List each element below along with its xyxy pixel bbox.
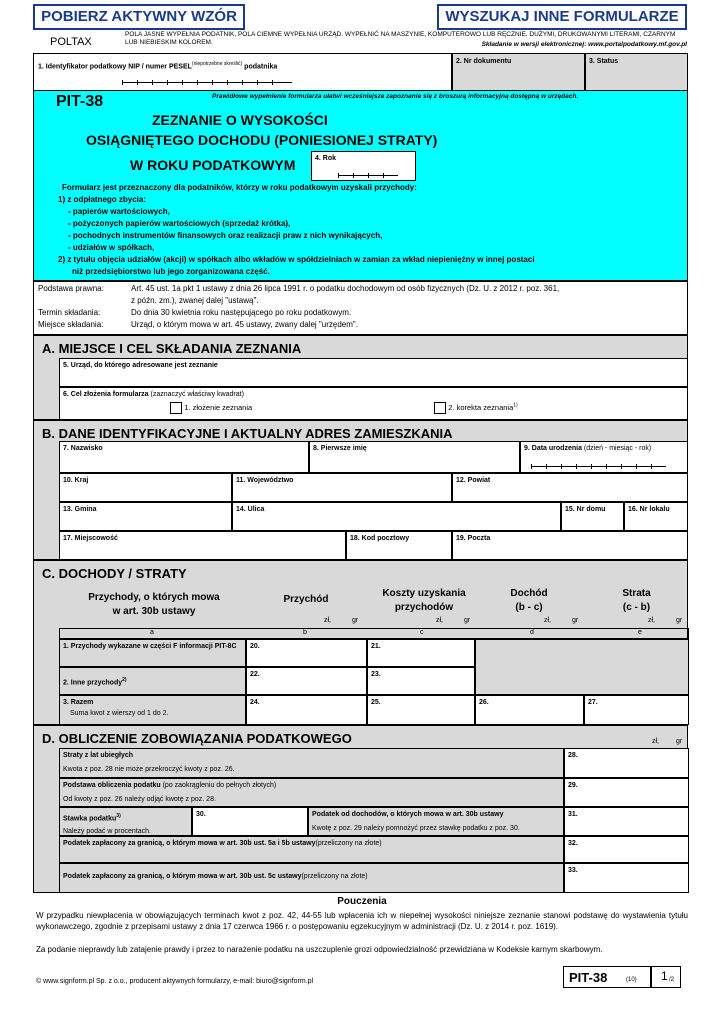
option-correction[interactable] [434,402,518,414]
purpose-item: - pochodnych instrumentów finansowych oraz realizacji praw z nich wynikających, [68,231,383,240]
col-letter: a [150,629,154,636]
place-label: Miejsce składania: [38,320,104,329]
field-11-label: 11. Województwo [236,477,294,484]
field-5-label: 5. Urząd, do którego adresowane jest zeznanie [63,362,218,369]
field-29-num: 29. [568,782,578,789]
download-form-button[interactable]: POBIERZ AKTYWNY WZÓR [33,4,245,30]
basis-label: Podstawa prawna: [38,284,104,293]
footer-code-text: PIT-38 [569,970,608,985]
currency-gr: gr [676,738,683,745]
col-letter: e [638,629,642,636]
col-loss-formula: (c - b) [622,602,651,613]
field-7-label: 7. Nazwisko [63,445,103,452]
instructions-paragraph-2: Za podanie nieprawdy lub zatajenie prawdy i przez to narażenie podatku na uszczuplenie grozi odpowiedzialność przewidziana w Kodeksie karnym skarbowym. [36,945,603,954]
field-17-label: 17. Miejscowość [63,535,118,542]
basis-text-2: z późn. zm.), zwanej dalej "ustawą". [131,296,259,305]
field-15-label: 15. Nr domu [565,506,606,513]
field-19-post-office[interactable] [452,531,688,560]
purpose-item: - udziałów w spółkach, [68,243,155,252]
field-2-label: 2. Nr dokumentu [456,58,512,65]
section-d-title: D. OBLICZENIE ZOBOWIĄZANIA PODATKOWEGO [42,731,352,746]
footer-form-code [563,966,651,988]
currency-zl: zł, [652,738,659,745]
row-2-label [59,667,246,695]
currency-zl: zł, [324,617,331,624]
field-31-num: 31. [568,811,578,818]
col-income-header [474,587,584,615]
purpose-text: Formularz jest przeznaczony dla podatników, którzy w roku podatkowym uzyskali przychody: [62,183,417,192]
brochure-hint: Prawidłowe wypełnienie formularza ułatwi wcześniejsze zapoznanie się z broszurą informacyjną dostępną w urzędach. [212,93,579,100]
field-18-postal-code[interactable] [346,531,452,560]
form-title-line1: ZEZNANIE O WYSOKOŚCI [152,112,328,128]
row-2-sup: 2) [122,677,127,683]
section-b-title: B. DANE IDENTYFIKACYJNE I AKTUALNY ADRES ZAMIESZKANIA [42,426,453,441]
field-32[interactable] [564,836,689,863]
field-1-suffix: podatnika [244,63,278,71]
field-7-surname[interactable] [59,441,309,473]
form-title-line3: W ROKU PODATKOWYM [130,157,296,173]
poltax-label: POLTAX [50,36,92,48]
field-30-num: 30. [196,811,206,818]
form-header-block [33,91,688,281]
field-6-label: 6. Cel złożenia formularza [63,391,149,398]
field-26-num: 26. [479,699,489,706]
col-letter: c [420,629,424,636]
currency-zl: zł, [544,617,551,624]
field-16-label: 16. Nr lokalu [628,506,670,513]
field-4-ticks [338,171,398,176]
col-loss-label: Strata [622,588,651,599]
row-1-label [59,639,246,667]
term-label: Termin składania: [38,308,101,317]
field-23-num: 23. [371,671,381,678]
form-code: PIT-38 [56,93,104,110]
field-3-label: 3. Status [589,58,619,65]
option-correction-label: 2. korekta zeznania [448,403,514,413]
foreign-tax-5a-text: Podatek zapłacony za granicą, o którym mowa w art. 30b ust. 5a i 5b ustawy [63,840,316,847]
foreign-tax-5c-hint: (przeliczony na złote) [301,873,368,880]
field-22-num: 22. [250,671,260,678]
footer-copyright: © www.signform.pl Sp. z o.o., producent aktywnych formularzy, e-mail: biuro@signform.pl [36,978,314,985]
field-5-office[interactable] [59,358,688,387]
field-9-birth-date[interactable] [520,441,688,473]
field-27-num: 27. [588,699,598,706]
field-13-label: 13. Gmina [63,506,97,513]
field-24[interactable] [246,695,367,725]
field-21[interactable] [367,639,475,667]
purpose-item: 1) z odpłatnego zbycia: [58,195,147,204]
fill-instructions: POLA JASNE WYPEŁNIA PODATNIK, POLA CIEMNE WYPEŁNIA URZĄD. WYPEŁNIĆ NA MASZYNIE, KOMPUTEROWO LUB RĘCZNIE, DUŻYMI, DRUKOWANYMI LITERAMI, CZARNYM LUB NIEBIESKIM KOLOREM. [125,31,676,46]
field-3-status [585,53,688,91]
loss-prior-years-note: Kwota z poz. 28 nie może przekroczyć kwoty z poz. 26. [63,766,235,773]
field-28[interactable] [564,748,689,778]
tax-amount-text: Podatek od dochodów, o których mowa w art. 30b ustawy [312,811,504,818]
field-9-hint: (dzień - miesiąc - rok) [583,445,652,452]
field-8-label: 8. Pierwsze imię [313,445,367,452]
instructions-paragraph-1: W przypadku niewpłacenia w obowiązujących terminach kwot z poz. 42, 44-55 lub wpłacenia ich w niepełnej wysokości niniejsze zeznanie stanowi podstawę do wystawienia tytułu wykonawczego, zgodnie z przepisami ustawy z dnia 17 czerwca 1966 r. o postępowaniu egzekucyjnym w administracji (Dz. U. z 2014 r. poz. 1619). [36,911,688,931]
field-12-county[interactable] [452,473,688,502]
field-27[interactable] [584,695,689,725]
field-15-house-number[interactable] [561,502,624,531]
field-2-doc-number [452,53,585,91]
tax-base-hint: (po zaokrągleniu do pełnych złotych) [162,782,277,789]
tax-rate-label [59,807,192,836]
col-loss-header [584,587,689,615]
field-1-nip-pesel[interactable] [33,53,452,91]
field-13-municipality[interactable] [59,502,232,531]
footer-pages: /2 [669,977,675,983]
field-4-label: 4. Rok [315,155,337,162]
row-1-text: 1. Przychody wykazane w części F informacji PIT-8C [63,643,237,650]
purpose-item: niż przedsiębiorstwo lub jego zorganizowana część. [72,267,270,276]
field-25-num: 25. [371,699,381,706]
section-a [33,335,688,420]
field-10-label: 10. Kraj [63,477,89,484]
col-income-label: Dochód [510,588,548,599]
field-10-country[interactable] [59,473,232,502]
field-23[interactable] [367,667,475,695]
field-8-first-name[interactable] [309,441,520,473]
row-2-text: 2. Inne przychody [63,679,123,687]
field-1-ticks [122,78,292,83]
field-17-city[interactable] [59,531,346,560]
field-22[interactable] [246,667,367,695]
field-20[interactable] [246,639,367,667]
field-14-label: 14. Ulica [236,506,265,513]
currency-zl: zł, [648,617,655,624]
field-9-ticks [531,462,666,467]
field-20-num: 20. [250,643,260,650]
section-c [33,560,688,725]
loss-prior-years-label [59,748,564,778]
field-9-label: 9. Data urodzenia [524,445,582,452]
field-33-num: 33. [568,867,578,874]
purpose-item: - pożyczonych papierów wartościowych (sprzedaż krótka), [68,219,291,228]
loss-prior-years-text: Straty z lat ubiegłych [63,752,134,759]
row-1-income-empty [475,639,689,695]
currency-gr: gr [572,617,579,624]
section-d [33,725,688,893]
purpose-item: 2) z tytułu objęcia udziałów (akcji) w spółkach albo wkładów w spółdzielniach w zamian za wkład niepieniężny w innej postaci [58,255,535,264]
basis-text-1: Art. 45 ust. 1a pkt 1 ustawy z dnia 26 lipca 1991 r. o podatku dochodowym od osób fizycznych (Dz. U. z 2012 r. poz. 361, [131,284,560,293]
field-1-sup: (niepotrzebne skreślić) [191,61,243,67]
foreign-tax-5c-label [59,863,564,893]
section-a-title: A. MIEJSCE I CEL SKŁADANIA ZEZNANIA [42,341,302,356]
field-6-hint: (zaznaczyć właściwy kwadrat) [150,391,244,398]
currency-gr: gr [352,617,359,624]
tax-rate-text: Stawka podatku [63,815,117,823]
field-18-label: 18. Kod pocztowy [350,535,410,542]
field-21-num: 21. [371,643,381,650]
footer-version: (10) [626,977,637,983]
foreign-tax-5a-hint: (przeliczony na złote) [315,840,382,847]
currency-zl: zł, [436,617,443,624]
field-16-apartment-number[interactable] [624,502,688,531]
field-28-num: 28. [568,752,578,759]
field-32-num: 32. [568,840,578,847]
row-3-note: Suma kwot z wierszy od 1 do 2. [70,710,169,717]
option-submit-label: 1. złożenie zeznania [184,403,253,413]
field-19-label: 19. Poczta [456,535,491,542]
col-income-formula: (b - c) [515,602,543,613]
checkbox-icon[interactable] [170,402,182,414]
field-11-voivodeship[interactable] [232,473,452,502]
electronic-filing-note: Składanie w wersji elektronicznej: www.portalpodatkowy.mf.gov.pl [481,41,687,48]
field-6-purpose [59,387,688,420]
column-letters-row [59,628,689,639]
field-33[interactable] [564,863,689,893]
field-30[interactable] [192,807,308,836]
foreign-tax-5c-text: Podatek zapłacony za granicą, o którym mowa w art. 30b ust. 5c ustawy [63,873,302,880]
currency-gr: gr [464,617,471,624]
form-title-line2: OSIĄGNIĘTEGO DOCHODU (PONIESIONEJ STRATY) [86,132,438,148]
field-26[interactable] [475,695,584,725]
term-text: Do dnia 30 kwietnia roku następującego po roku podatkowym. [131,308,352,317]
option-submit[interactable] [170,402,252,414]
row-3-label [59,695,246,725]
tax-rate-note: Należy podać w procentach. [63,828,151,836]
field-4-year[interactable] [311,151,416,181]
col-source-header: Przychody, o których mowa w art. 30b ustawy [88,592,220,617]
tax-base-label [59,778,564,807]
col-letter: d [530,629,534,636]
tax-base-text: Podstawa obliczenia podatku [63,782,161,789]
field-1-label: 1. Identyfikator podatkowy NIP / numer PESEL [38,63,192,71]
field-31[interactable] [564,807,689,836]
footer-page: 1 [661,969,668,983]
col-revenue-header: Przychód [283,594,329,605]
section-b [33,420,688,560]
tax-amount-label [308,807,564,836]
place-text: Urząd, o którym mowa w art. 45 ustawy, zwany dalej "urzędem". [131,320,358,329]
field-24-num: 24. [250,699,260,706]
field-12-label: 12. Powiat [456,477,491,484]
instructions-title: Pouczenia [337,896,387,907]
tax-rate-sup: 3) [116,813,121,819]
row-3-text: 3. Razem [63,699,94,706]
foreign-tax-5a-label [59,836,564,863]
purpose-item: - papierów wartościowych, [68,207,170,216]
section-c-title: C. DOCHODY / STRATY [42,566,187,581]
tax-base-note: Od kwoty z poz. 26 należy odjąć kwotę z poz. 28. [63,796,216,803]
checkbox-icon[interactable] [434,402,446,414]
search-forms-button[interactable]: WYSZUKAJ INNE FORMULARZE [437,4,687,30]
legal-basis-block [33,281,688,335]
col-costs-header: Koszty uzyskania przychodów [382,588,466,613]
currency-gr: gr [676,617,683,624]
col-letter: b [303,629,307,636]
field-25[interactable] [367,695,475,725]
footer-page-number [651,966,681,988]
field-29[interactable] [564,778,689,807]
tax-amount-note: Kwotę z poz. 29 należy pomnożyć przez stawkę podatku z poz. 30. [312,825,520,832]
field-14-street[interactable] [232,502,561,531]
option-correction-sup: 1) [513,402,518,409]
